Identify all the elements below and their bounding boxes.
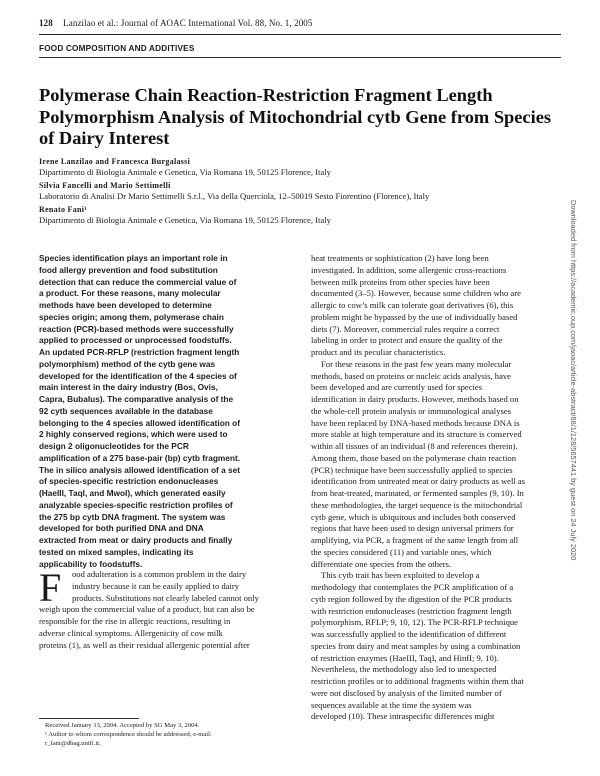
abstract-line: An updated PCR-RFLP (restriction fragment length xyxy=(39,347,240,357)
footnotes xyxy=(39,721,289,748)
body-line: allergic to cow’s milk can tolerate goat derivatives (6), this xyxy=(311,300,514,310)
footnote-line: Received January 13, 2004. Accepted by SG May 3, 2004. xyxy=(45,722,200,729)
body-line: restriction profiles or to additional fragments within them that xyxy=(311,676,524,686)
body-line: methodology that contemplates the PCR amplification of a xyxy=(311,582,514,592)
affiliation: Dipartimento di Biologia Animale e Genetica, Via Romana 19, 50125 Florence, Italy xyxy=(39,167,331,177)
abstract-line: applied to processed or unprocessed foodstuffs. xyxy=(39,335,232,346)
body-line: identification from untreated meat or dairy products as well as xyxy=(311,476,526,487)
body-line: from heat-treated, marinated, or fermented samples (9, 10). In xyxy=(311,488,524,498)
abstract-line: polymorphism) method of the cytb gene was xyxy=(39,358,216,369)
abstract-line: The in silico analysis allowed identification of a set xyxy=(39,464,241,475)
body-line: industry because it can be easily applied to dairy xyxy=(72,580,240,591)
abstract-line: a product. For these reasons, many molecular xyxy=(39,288,221,299)
body-line: amplifying, via PCR, a fragment of the same length from all xyxy=(311,535,519,545)
body-line: products. Substitutions not clearly labeled cannot only xyxy=(72,592,259,603)
abstract-line: species origin; among them, polymerase chain xyxy=(39,311,224,322)
body-line: regions that have been used to design universal primers for xyxy=(311,523,514,534)
download-notice: Downloaded from https://academic.oup.com/jaoac/article-abstract/88/1/128/5657441 by guest on 24 July 2020 xyxy=(569,200,578,561)
title-line: Polymorphism Analysis of Mitochondrial cytb Gene from Species xyxy=(39,106,552,127)
affiliation: Dipartimento di Biologia Animale e Genetica, Via Romana 19, 50125 Florence, Italy xyxy=(39,215,331,225)
abstract-line: the 275 bp cytb DNA fragment. The system was xyxy=(39,511,226,522)
body-line: of restriction enzymes (HaeIII, TaqI, and HinfI; 9, 10). xyxy=(311,652,499,663)
body-line: between milk proteins from other species have been xyxy=(311,276,490,287)
abstract-line: extracted from meat or dairy products and finally xyxy=(39,535,233,545)
title-line: of Dairy Interest xyxy=(39,128,170,148)
body-line: more stable at high temperature and its structure is conserved xyxy=(311,429,522,440)
body-line: responsible for the rise in allergic reactions, resulting in xyxy=(39,616,231,626)
abstract-line: developed for both purified DNA and DNA xyxy=(39,523,204,534)
body-line: within all tissues of an individual (8 and references therein). xyxy=(311,441,518,451)
abstract-line: of species-specific restriction endonucleases xyxy=(39,476,219,487)
title-line: Polymerase Chain Reaction-Restriction Fragment Length xyxy=(39,85,493,105)
body-line: was successfully applied to the identification of different xyxy=(311,629,507,639)
body-line: adverse clinical symptoms. Allergenicity of cow milk xyxy=(39,627,223,638)
body-line: cytb gene, which is ubiquitous and includes both conserved xyxy=(311,511,516,522)
abstract-line: 2 highly conserved regions, which were used to xyxy=(39,429,228,440)
body-line: weigh upon the commercial value of a product, but can also be xyxy=(39,604,255,615)
section-rule xyxy=(39,57,561,58)
body-line: (PCR) technique have been successfully applied to species xyxy=(311,464,513,475)
body-line: product and its peculiar characteristics. xyxy=(311,347,446,357)
running-head xyxy=(39,18,313,28)
body-line: proteins (1), as well as their residual allergenic potential after xyxy=(39,639,250,650)
abstract-line: food allergy prevention and food substitution xyxy=(39,264,218,275)
author-names: Renato Fani¹ xyxy=(39,205,87,214)
article-title xyxy=(39,85,552,150)
body-line: differentiate one species from the others. xyxy=(311,558,452,569)
abstract-line: amplification of a 275 base-pair (bp) cytb fragment. xyxy=(39,452,241,463)
body-line: documented (3–5). However, because some children who are xyxy=(311,288,521,299)
body-line: species from dairy and meat samples by using a combination xyxy=(311,640,521,651)
abstract-line: developed for the identification of the 4 species of xyxy=(39,370,237,381)
abstract-line: methods have been developed to determine xyxy=(39,300,212,310)
abstract-line: main interest in the dairy industry (Bos, Ovis, xyxy=(39,382,218,393)
body-line: the whole-cell protein analysis or immunological analyses xyxy=(311,405,511,416)
abstract-line: reaction (PCR)-based methods were successfully xyxy=(39,323,234,334)
abstract-line: Species identification plays an important role in xyxy=(39,253,228,263)
body-line: investigated. In addition, some allergenic cross-reactions xyxy=(311,264,507,275)
abstract-line: (HaeIII, TaqI, and MwoI), which generated easily xyxy=(39,488,226,498)
drop-cap: F xyxy=(39,565,62,610)
section-label: FOOD COMPOSITION AND ADDITIVES xyxy=(39,44,195,53)
body-line: heat treatments or sophistication (2) have long been xyxy=(311,253,489,263)
header-rule xyxy=(39,34,561,35)
running-title: Lanzilao et al.: Journal of AOAC International Vol. 88, No. 1, 2005 xyxy=(63,18,313,28)
affiliation: Laboratorio di Analisi Dr Mario Settimelli S.r.l., Via della Querciola, 12–50019 Sesto Fiorentino (Florence), Italy xyxy=(39,191,430,201)
body-line: cytb region followed by the digestion of the PCR products xyxy=(311,593,512,604)
abstract-line: applicability to foodstuffs. xyxy=(39,558,143,569)
body-line: have been replaced by DNA-based methods because DNA is xyxy=(311,417,520,428)
body-line: labeling in order to protect and ensure the quality of the xyxy=(311,335,503,346)
body-line: This cytb trait has been exploited to develop a xyxy=(321,570,480,581)
footnote-rule xyxy=(39,718,139,719)
body-line: For these reasons in the past few years many molecular xyxy=(321,358,512,369)
footnote-line: ¹ Author to whom correspondence should be addressed; e-mail: xyxy=(45,731,212,738)
body-line: the species considered (11) and variable ones, which xyxy=(311,546,492,557)
abstract-line: analyzable species-specific restriction profiles of xyxy=(39,499,233,510)
right-column-text xyxy=(311,253,561,723)
footnote-line: r_fani@dbag.unifi.it. xyxy=(45,740,101,747)
body-line: were not disclosed by analysis of the limited number of xyxy=(311,687,502,698)
introduction-text xyxy=(39,565,289,651)
author-names: Silvia Fancelli and Mario Settimelli xyxy=(39,181,171,190)
abstract-line: Capra, Bubalus). The comparative analysis of the xyxy=(39,394,234,404)
page-number: 128 xyxy=(39,18,53,28)
body-line: been developed and are currently used for species xyxy=(311,382,483,393)
abstract-line: design 2 oligonucleotides for the PCR xyxy=(39,441,189,451)
body-line: diets (7). Moreover, commercial rules require a correct xyxy=(311,323,500,334)
body-line: with restriction endonucleases (restriction fragment length xyxy=(311,605,512,616)
body-line: developed (10). These intraspecific differences might xyxy=(311,711,495,722)
body-line: problem might be bypassed by the use of individually based xyxy=(311,311,518,322)
author-names: Irene Lanzilao and Francesca Burgalassi xyxy=(39,157,191,166)
body-line: polymorphism, RFLP; 9, 10, 12). The PCR-RFLP technique xyxy=(311,617,518,628)
body-line: methods, based on proteins or nucleic acids analysis, have xyxy=(311,370,511,381)
abstract-line: 92 cytb sequences available in the database xyxy=(39,405,213,416)
body-line: sequences available at the time the system was xyxy=(311,699,472,710)
body-line: Among them, those based on the polymerase chain reaction xyxy=(311,452,516,463)
abstract xyxy=(39,253,289,570)
abstract-line: belonging to the 4 species allowed identification of xyxy=(39,417,240,428)
body-line: Nevertheless, the methodology also led to unexpected xyxy=(311,664,497,675)
body-line: ood adulteration is a common problem in the dairy xyxy=(72,569,247,579)
body-line: these methodologies, the target sequence is the mitochondrial xyxy=(311,499,523,510)
body-line: identification in dairy products. However, methods based on xyxy=(311,394,519,404)
abstract-line: detection that can reduce the commercial value of xyxy=(39,276,237,287)
abstract-line: tested on mixed samples, indicating its xyxy=(39,546,194,557)
